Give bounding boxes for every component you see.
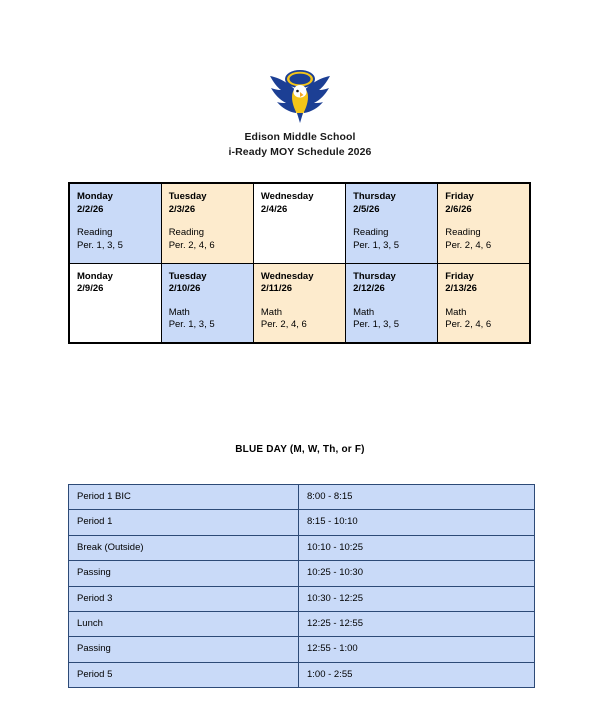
- schedule-period-label: Period 1: [69, 510, 299, 535]
- schedule-row: [69, 485, 535, 510]
- calendar-cell-spacer: [353, 216, 430, 227]
- calendar-week-row: [69, 263, 530, 343]
- calendar-periods: Per. 2, 4, 6: [260, 319, 307, 330]
- title-block: [0, 130, 600, 160]
- schedule-period-label: Period 5: [69, 662, 299, 687]
- blue-day-bell-schedule: [68, 484, 534, 688]
- calendar-periods: Per. 1, 3, 5: [353, 319, 400, 330]
- calendar-cell-spacer: [169, 216, 246, 227]
- schedule-row: [69, 612, 535, 637]
- calendar-subject: Math: [445, 306, 467, 318]
- calendar-week-row: [69, 183, 530, 263]
- schedule-period-time: 10:10 - 10:25: [299, 535, 535, 560]
- calendar-subject: Math: [260, 306, 282, 318]
- schedule-period-time: 8:15 - 10:10: [299, 510, 535, 535]
- calendar-day-cell[interactable]: [253, 263, 345, 343]
- calendar-day-date: 2/3/26: [168, 203, 196, 215]
- calendar-subject: Reading: [77, 227, 113, 238]
- schedule-period-label: Period 3: [69, 586, 299, 611]
- calendar-day-name: Monday: [77, 270, 113, 282]
- schedule-period-time: 10:25 - 10:30: [299, 561, 535, 586]
- schedule-period-label: Lunch: [69, 612, 299, 637]
- calendar-cell-spacer: [261, 216, 338, 227]
- schedule-period-time: 12:25 - 12:55: [299, 612, 535, 637]
- schedule-period-time: 10:30 - 12:25: [299, 586, 535, 611]
- calendar-periods: Per. 2, 4, 6: [168, 239, 215, 251]
- calendar-subject: Reading: [445, 227, 481, 238]
- schedule-period-label: Passing: [69, 637, 299, 662]
- calendar-day-cell[interactable]: [346, 263, 438, 343]
- calendar-cell-spacer: [169, 296, 246, 307]
- document-title: i-Ready MOY Schedule 2026: [228, 146, 372, 158]
- calendar-day-name: Tuesday: [168, 191, 207, 202]
- calendar-day-cell[interactable]: [69, 263, 161, 343]
- schedule-body: [69, 485, 535, 688]
- eagle-mascot-logo: [0, 68, 600, 126]
- calendar-cell-spacer: [261, 296, 338, 307]
- calendar-body: [69, 183, 530, 343]
- calendar-day-cell[interactable]: [438, 263, 530, 343]
- calendar-day-date: 2/6/26: [445, 203, 472, 215]
- calendar-day-date: 2/4/26: [260, 203, 288, 215]
- school-name: Edison Middle School: [244, 131, 356, 143]
- calendar-day-date: 2/12/26: [353, 283, 385, 294]
- calendar-day-date: 2/11/26: [260, 283, 293, 294]
- calendar-day-date: 2/9/26: [77, 283, 104, 294]
- calendar-day-name: Wednesday: [260, 191, 314, 202]
- schedule-row: [69, 535, 535, 560]
- calendar-cell-spacer: [353, 296, 430, 307]
- calendar-subject: Math: [353, 306, 375, 318]
- schedule-row: [69, 662, 535, 687]
- assessment-calendar: [68, 182, 531, 344]
- schedule-row: [69, 586, 535, 611]
- calendar-day-name: Thursday: [353, 191, 396, 202]
- schedule-period-time: 12:55 - 1:00: [299, 637, 535, 662]
- schedule-period-time: 1:00 - 2:55: [299, 662, 535, 687]
- calendar-day-cell[interactable]: [161, 183, 253, 263]
- calendar-cell-spacer: [445, 296, 522, 307]
- calendar-day-date: 2/13/26: [445, 283, 477, 294]
- schedule-period-time: 8:00 - 8:15: [299, 485, 535, 510]
- calendar-periods: Per. 2, 4, 6: [445, 239, 492, 251]
- calendar-periods: Per. 1, 3, 5: [353, 239, 400, 251]
- schedule-period-label: Period 1 BIC: [69, 485, 299, 510]
- calendar-subject: Reading: [168, 227, 205, 238]
- calendar-cell-spacer: [445, 216, 522, 227]
- blue-day-heading: BLUE DAY (M, W, Th, or F): [235, 444, 365, 455]
- calendar-day-cell[interactable]: [438, 183, 530, 263]
- calendar-subject: Reading: [353, 227, 389, 238]
- calendar-day-date: 2/2/26: [77, 203, 104, 215]
- calendar-day-cell[interactable]: [161, 263, 253, 343]
- calendar-periods: Per. 1, 3, 5: [77, 239, 123, 251]
- calendar-periods: Per. 1, 3, 5: [168, 319, 215, 330]
- calendar-day-name: Wednesday: [260, 270, 314, 282]
- calendar-cell-spacer: [77, 296, 154, 307]
- calendar-day-name: Friday: [445, 191, 474, 202]
- calendar-day-date: 2/5/26: [353, 203, 380, 215]
- schedule-period-label: Break (Outside): [69, 535, 299, 560]
- calendar-day-cell[interactable]: [346, 183, 438, 263]
- schedule-row: [69, 637, 535, 662]
- document-header: [0, 0, 600, 160]
- schedule-period-label: Passing: [69, 561, 299, 586]
- schedule-row: [69, 561, 535, 586]
- calendar-day-name: Friday: [445, 270, 474, 282]
- calendar-day-name: Monday: [77, 191, 113, 202]
- calendar-day-cell[interactable]: [69, 183, 161, 263]
- calendar-cell-spacer: [77, 216, 154, 227]
- calendar-day-cell[interactable]: [253, 183, 345, 263]
- calendar-day-date: 2/10/26: [168, 283, 201, 294]
- calendar-day-name: Thursday: [353, 270, 396, 282]
- calendar-day-name: Tuesday: [168, 270, 207, 282]
- calendar-periods: Per. 2, 4, 6: [445, 319, 492, 330]
- calendar-subject: Math: [168, 306, 190, 318]
- schedule-row: [69, 510, 535, 535]
